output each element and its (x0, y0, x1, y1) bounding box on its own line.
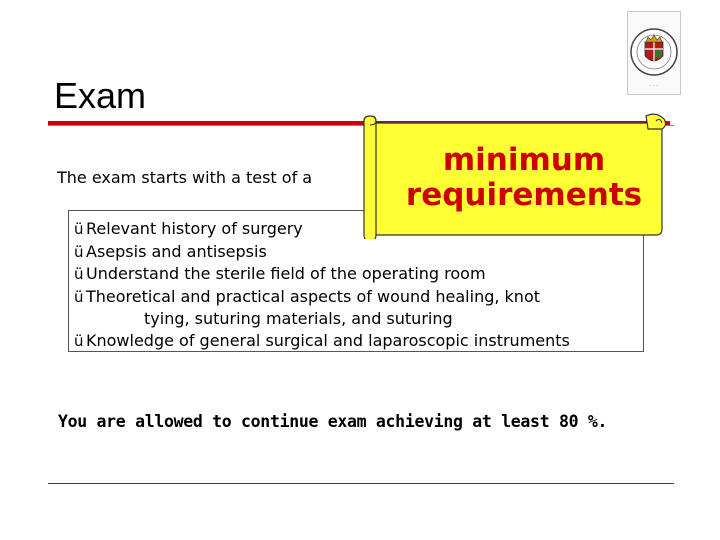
checkmark-icon: ü (74, 287, 84, 306)
checkmark-icon: ü (74, 220, 84, 238)
list-item: ü Asepsis and antisepsis (74, 241, 570, 264)
intro-text: The exam starts with a test of a (57, 168, 313, 187)
pass-threshold-notice: You are allowed to continue exam achieving at least 80 %. (58, 412, 608, 431)
callout-line-2: requirements (405, 177, 643, 213)
callout-line-1: minimum (442, 142, 606, 178)
list-item: ü Understand the sterile field of the operating room (74, 263, 570, 286)
slide-title: Exam (54, 75, 147, 116)
list-item: ü Theoretical and practical aspects of wound healing, knot (74, 286, 570, 309)
callout-text (382, 143, 666, 213)
list-item: ü Relevant history of surgery (74, 218, 570, 241)
checkmark-icon: ü (74, 265, 84, 283)
list-item: ü Knowledge of general surgical and laparoscopic instruments (74, 330, 570, 353)
svg-text:· · ·: · · · (650, 83, 658, 89)
footer-rule (48, 483, 674, 484)
checkmark-icon: ü (74, 242, 84, 261)
list-item-continuation: tying, suturing materials, and suturing (144, 309, 453, 328)
university-seal-logo (627, 11, 681, 95)
callout-scroll (356, 113, 676, 239)
checkmark-icon: ü (74, 331, 84, 350)
